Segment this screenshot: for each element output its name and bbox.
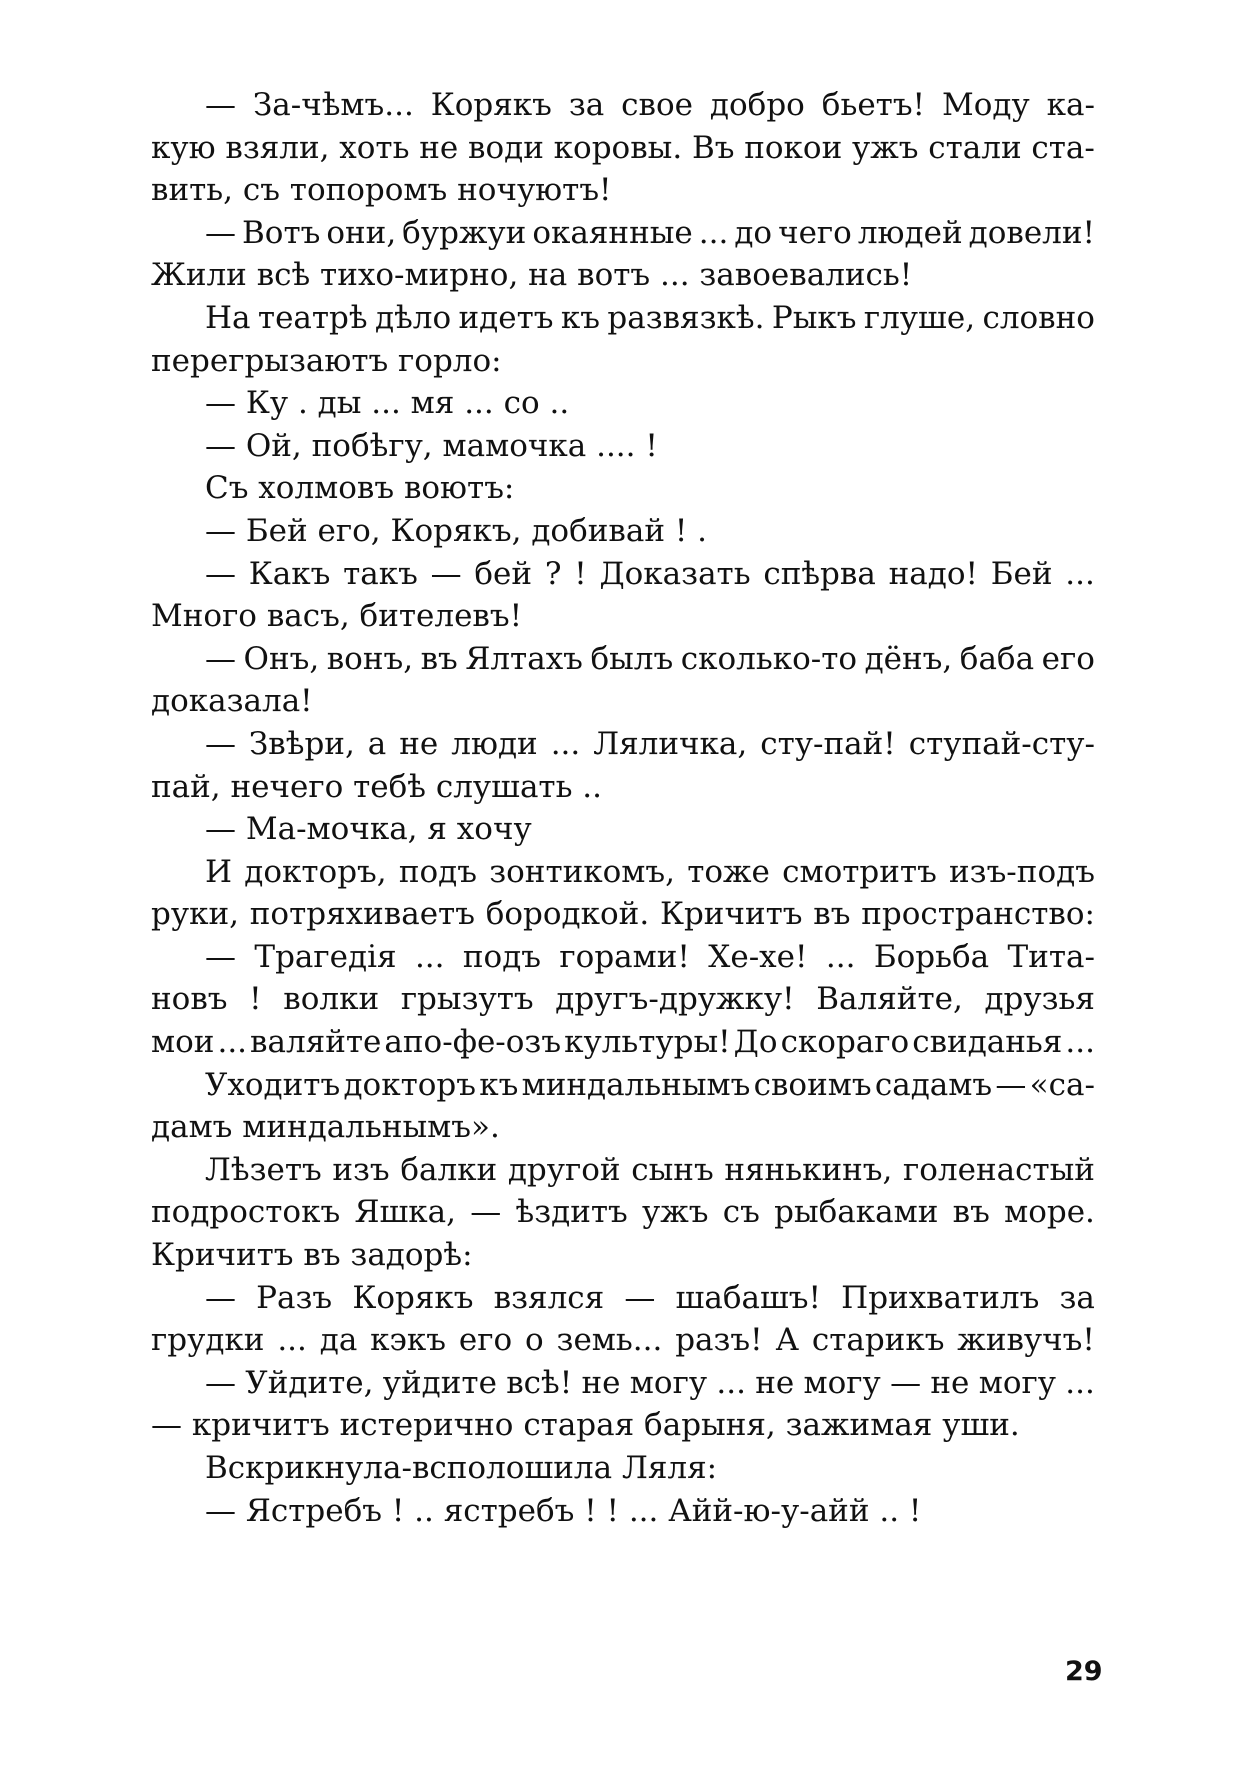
text-line: пай, нечего тебѣ слушать .. — [151, 768, 603, 805]
word: Яшка, — [354, 1194, 457, 1231]
word: — — [205, 725, 236, 762]
word: словно — [982, 299, 1095, 336]
word: ... — [698, 214, 729, 251]
word: могу — [803, 1364, 881, 1401]
word: — — [205, 640, 236, 677]
word: Уходитъ — [205, 1066, 341, 1103]
word: Разъ — [256, 1279, 333, 1316]
word: съ — [722, 1194, 760, 1231]
word: кую — [151, 129, 216, 166]
word: ... — [414, 938, 445, 975]
word: свое — [621, 87, 693, 123]
word: — — [205, 1364, 236, 1401]
word: бей — [474, 555, 533, 592]
text-line: вить, съ топоромъ ночуютъ! — [151, 172, 612, 209]
word: подъ — [462, 938, 542, 975]
word: Хе-хе! — [708, 938, 808, 975]
word: Вотъ — [242, 214, 321, 251]
word: пространство: — [861, 896, 1095, 933]
text-line — [151, 978, 1095, 1021]
text-line: — Ой, побѣгу, мамочка .... ! — [205, 427, 658, 464]
word: ... — [217, 1024, 248, 1061]
text-line — [151, 893, 1095, 936]
word: потряхиваетъ — [249, 896, 475, 933]
word: Прихватилъ — [841, 1279, 1040, 1316]
word: могу — [978, 1364, 1056, 1401]
word: надо! — [888, 555, 978, 592]
word: — — [890, 1364, 922, 1401]
word: развязкѣ. — [607, 299, 765, 336]
word: людей — [857, 214, 963, 251]
word: разъ! — [675, 1322, 763, 1359]
word: за — [1059, 1279, 1095, 1316]
text-line: — Ястребъ ! .. ястребъ ! ! ... Айй-ю-у-айй .. ! — [205, 1492, 922, 1529]
word: коровы. — [553, 129, 683, 166]
word: балки — [400, 1151, 498, 1188]
text-line: Съ холмовъ воютъ: — [205, 470, 515, 507]
word: дѣло — [374, 299, 452, 336]
word: шабашъ! — [675, 1279, 821, 1316]
word: Тита- — [1007, 938, 1095, 975]
text-line: — Ма-мочка, я хочу — [205, 811, 532, 848]
word: дёнъ, — [864, 640, 953, 677]
text-line: Вскрикнула-всполошила Ляля: — [205, 1450, 718, 1486]
word: глуше, — [863, 299, 976, 336]
text-line: Кричитъ въ задорѣ: — [151, 1237, 473, 1274]
word: къ — [560, 299, 600, 336]
word: — — [205, 938, 236, 975]
text-line — [151, 638, 1095, 681]
word: садамъ — [874, 1066, 993, 1103]
word: ! — [249, 981, 262, 1018]
word: взяли, — [225, 129, 330, 166]
word: — — [205, 1279, 236, 1316]
word: подъ — [398, 853, 477, 890]
word: культуры! — [564, 1024, 731, 1061]
text-line — [151, 1191, 1095, 1234]
word: миндальнымъ — [521, 1066, 751, 1103]
word: уйдите — [382, 1364, 497, 1401]
word: люди — [451, 725, 538, 762]
word: его — [458, 1322, 513, 1359]
word: ... — [1065, 1364, 1095, 1401]
word: не — [581, 1364, 621, 1401]
word: ... — [825, 938, 856, 975]
word: сынъ — [631, 1151, 714, 1188]
word: — — [205, 214, 236, 251]
text-line: — кричитъ истерично старая барыня, зажимая уши. — [151, 1407, 1020, 1444]
text-line — [151, 1319, 1095, 1362]
word: вонъ, — [326, 640, 414, 677]
word: до — [734, 214, 773, 251]
word: ка- — [1046, 87, 1095, 123]
word: Въ — [691, 129, 735, 166]
word: баба — [959, 640, 1035, 677]
word: былъ — [590, 640, 674, 677]
word: о — [525, 1322, 544, 1359]
word: Рыкъ — [771, 299, 857, 336]
text-line: Много васъ, бителевъ! — [151, 598, 523, 635]
word: сту-пай! — [760, 725, 896, 762]
word: Доказать — [599, 555, 751, 592]
word: бородкой. — [485, 896, 650, 933]
word: такъ — [343, 555, 418, 592]
word: Борьба — [873, 938, 990, 975]
word: хоть — [339, 129, 410, 166]
text-line — [151, 1277, 1095, 1320]
text-line — [151, 127, 1095, 170]
word: Бей — [990, 555, 1053, 592]
word: докторъ — [343, 1066, 476, 1103]
word: Какъ — [248, 555, 331, 592]
text-line — [151, 1362, 1095, 1405]
word: — — [624, 1279, 656, 1316]
word: за — [568, 87, 605, 123]
word: грызутъ — [400, 981, 534, 1018]
word: «са- — [1029, 1066, 1095, 1103]
text-line — [151, 723, 1095, 766]
word: да — [319, 1322, 358, 1359]
word: И — [205, 853, 233, 890]
word: буржуи — [402, 214, 527, 251]
word: ... — [277, 1322, 307, 1359]
word: къ — [479, 1066, 519, 1103]
word: его — [1041, 640, 1095, 677]
word: рыбаками — [774, 1194, 939, 1231]
word: горами! — [559, 938, 690, 975]
word: стали — [928, 129, 1022, 166]
word: руки, — [151, 896, 239, 933]
text-line: — Бей его, Корякъ, добивай ! . — [205, 512, 708, 549]
word: — — [470, 1194, 502, 1231]
word: въ — [952, 1194, 990, 1231]
word: А — [775, 1322, 799, 1359]
word: ужъ — [852, 129, 919, 166]
word: Кричитъ — [659, 896, 803, 933]
page-number: 29 — [1065, 1656, 1103, 1687]
word: изъ-подъ — [949, 853, 1095, 890]
word: ѣздитъ — [515, 1194, 628, 1231]
word: живучъ! — [957, 1322, 1095, 1359]
word: добро — [709, 87, 805, 123]
word: Корякъ — [352, 1279, 474, 1316]
text-line: Жили всѣ тихо-мирно, на вотъ ... завоевались! — [151, 257, 913, 294]
word: не — [930, 1364, 970, 1401]
word: ужъ — [642, 1194, 709, 1231]
text-line — [151, 936, 1095, 979]
text-line: доказала! — [151, 683, 313, 720]
word: докторъ, — [244, 853, 387, 890]
word: другой — [507, 1151, 621, 1188]
word: Трагедія — [254, 938, 397, 975]
word: земь... — [556, 1322, 663, 1359]
word: волки — [283, 981, 380, 1018]
word: мои — [151, 1024, 215, 1061]
word: окаянные — [532, 214, 693, 251]
word: не — [755, 1364, 795, 1401]
word: ступай-сту- — [908, 725, 1095, 762]
word: — — [205, 555, 236, 592]
word: — — [995, 1066, 1027, 1103]
word: За-чѣмъ... — [252, 87, 414, 123]
page-text — [151, 84, 1095, 1532]
word: Корякъ — [430, 87, 552, 123]
word: валяйте — [250, 1024, 382, 1061]
text-line — [151, 212, 1095, 255]
word: взялся — [493, 1279, 605, 1316]
word: другъ-дружку! — [555, 981, 795, 1018]
word: кэкъ — [370, 1322, 447, 1359]
word: свиданья — [912, 1024, 1063, 1061]
text-line: перегрызаютъ горло: — [151, 342, 502, 379]
word: подростокъ — [151, 1194, 341, 1231]
word: чего — [778, 214, 852, 251]
word: — — [205, 87, 236, 123]
word: море. — [1004, 1194, 1095, 1231]
text-line — [151, 84, 1095, 127]
word: театрѣ — [257, 299, 368, 336]
word: сколько-то — [680, 640, 858, 677]
word: друзья — [984, 981, 1095, 1018]
word: Валяйте, — [816, 981, 963, 1018]
word: Ляличка, — [593, 725, 748, 762]
word: ... — [1065, 1024, 1095, 1061]
word: ста- — [1031, 129, 1095, 166]
word: Моду — [941, 87, 1030, 123]
word: изъ — [332, 1151, 390, 1188]
text-line — [151, 851, 1095, 894]
word: въ — [813, 896, 851, 933]
word: покои — [744, 129, 843, 166]
word: ... — [550, 725, 581, 762]
word: довели! — [968, 214, 1095, 251]
word: въ — [420, 640, 458, 677]
word: скораго — [780, 1024, 910, 1061]
word: идетъ — [458, 299, 554, 336]
word: ? — [544, 555, 562, 592]
text-line — [151, 553, 1095, 596]
word: ... — [716, 1364, 746, 1401]
word: бьетъ! — [821, 87, 926, 123]
word: Звѣри, — [248, 725, 355, 762]
text-line — [151, 297, 1095, 340]
word: До — [733, 1024, 778, 1061]
word: нянькинъ, — [724, 1151, 893, 1188]
word: На — [205, 299, 251, 336]
word: не — [399, 725, 439, 762]
word: смотритъ — [782, 853, 937, 890]
word: Лѣзетъ — [205, 1151, 322, 1188]
word: всѣ! — [506, 1364, 573, 1401]
word: Ялтахъ — [465, 640, 583, 677]
word: могу — [629, 1364, 708, 1401]
word: зонтикомъ, — [489, 853, 675, 890]
word: своимъ — [753, 1066, 872, 1103]
text-line: дамъ миндальнымъ». — [151, 1109, 500, 1146]
word: апо-фе-озъ — [384, 1024, 562, 1061]
word: Уйдите, — [245, 1364, 374, 1401]
word: ! — [574, 555, 587, 592]
word: грудки — [151, 1322, 265, 1359]
word: старикъ — [811, 1322, 945, 1359]
word: — — [430, 555, 462, 592]
word: ... — [1065, 555, 1095, 592]
word: не — [419, 129, 459, 166]
text-line: — Ку . ды ... мя ... со .. — [205, 385, 570, 422]
text-line — [151, 1064, 1095, 1107]
word: а — [367, 725, 387, 762]
word: новъ — [151, 981, 228, 1018]
text-line — [151, 1149, 1095, 1192]
word: голенастый — [903, 1151, 1095, 1188]
word: они, — [326, 214, 397, 251]
word: води — [468, 129, 544, 166]
word: спѣрва — [763, 555, 876, 592]
text-line — [151, 1021, 1095, 1064]
word: тоже — [687, 853, 770, 890]
word: Онъ, — [243, 640, 320, 677]
